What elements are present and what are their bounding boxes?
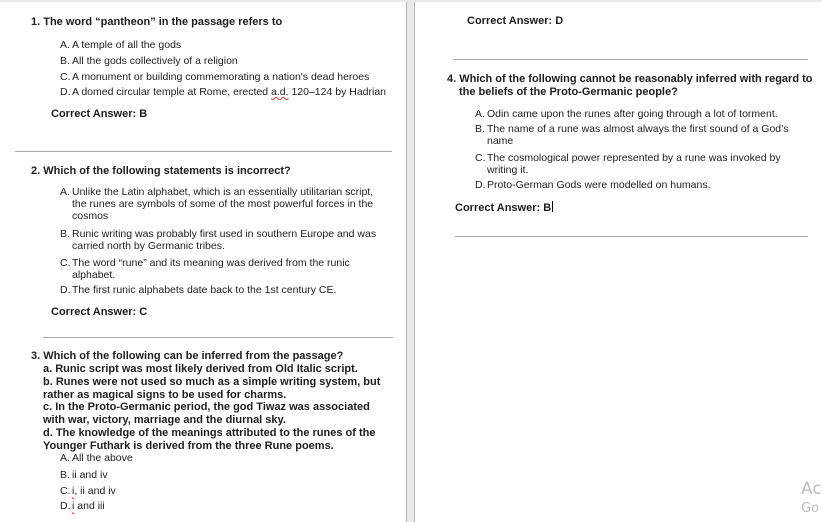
question-4: 4. Which of the following cannot be reasonably inferred with regard to the beliefs of the Proto-Germanic people?	[447, 73, 813, 98]
q1-option-d[interactable]: D. A domed circular temple at Rome, erected a.d. 120–124 by Hadrian	[60, 86, 387, 98]
q3-statement-d: d. The knowledge of the meanings attributed to the runes of the Younger Futhark is derived from the three Rune poems.	[43, 427, 376, 452]
q1-option-c[interactable]: C. A monument or building commemorating a nation's dead heroes	[60, 71, 370, 83]
q2-correct-answer: Correct Answer: C	[51, 306, 148, 318]
q4-option-a[interactable]: A. Odin came upon the runes after going through a lot of torment.	[475, 108, 778, 120]
q3-option-c[interactable]: C. i, ii and iv	[60, 485, 116, 497]
q2-option-d[interactable]: D. The first runic alphabets date back to the 1st century CE.	[60, 284, 337, 296]
divider	[43, 337, 393, 338]
divider	[453, 59, 808, 60]
activation-watermark-line1: Ac	[801, 479, 822, 499]
question-3: 3. Which of the following can be inferred from the passage?	[31, 350, 344, 362]
divider	[455, 236, 808, 237]
q4-correct-answer[interactable]: Correct Answer: B	[455, 202, 552, 214]
q3-option-d[interactable]: D. i and iii	[60, 500, 105, 512]
q4-option-b[interactable]: B. The name of a rune was almost always the first sound of a God’s name	[475, 123, 789, 147]
question-2: 2. Which of the following statements is incorrect?	[31, 165, 291, 177]
question-1: 1. The word “pantheon” in the passage refers to	[31, 16, 283, 28]
q1-option-a[interactable]: A. A temple of all the gods	[60, 39, 182, 51]
q3-statement-a: a. Runic script was most likely derived from Old Italic script.	[43, 363, 358, 375]
q2-option-c[interactable]: C. The word “rune” and its meaning was derived from the runic alphabet.	[60, 257, 350, 281]
q3-option-b[interactable]: B. ii and iv	[60, 469, 108, 481]
q3-statement-c: c. In the Proto-Germanic period, the god Tiwaz was associated with war, victory, marriage and the diurnal sky.	[43, 401, 370, 426]
divider	[15, 151, 392, 152]
spelling-flag: a.d.	[271, 86, 289, 98]
text-cursor	[552, 201, 553, 212]
q1-option-b[interactable]: B. All the gods collectively of a religion	[60, 55, 238, 67]
q3-statement-b: b. Runes were not used so much as a simple writing system, but rather as magical signs to be used for charms.	[43, 376, 381, 401]
q2-option-b[interactable]: B. Runic writing was probably first used in southern Europe and was carried north by Germanic tribes.	[60, 228, 377, 252]
q3-correct-answer: Correct Answer: D	[467, 15, 564, 27]
spelling-flag: i	[72, 500, 75, 512]
q1-correct-answer: Correct Answer: B	[51, 108, 148, 120]
q4-option-c[interactable]: C. The cosmological power represented by a rune was invoked by writing it.	[475, 152, 781, 176]
activation-watermark-line2: Go	[801, 501, 820, 516]
q4-option-d[interactable]: D. Proto-German Gods were modelled on humans.	[475, 179, 711, 191]
q2-option-a[interactable]: A. Unlike the Latin alphabet, which is an essentially utilitarian script, the runes are symbols of some of the most powerful forces in the cosmos	[60, 186, 374, 222]
document-page-right[interactable]	[414, 2, 822, 522]
document-page-left[interactable]	[0, 2, 407, 522]
spelling-flag: i	[72, 485, 75, 497]
q3-option-a[interactable]: A. All the above	[60, 452, 133, 464]
